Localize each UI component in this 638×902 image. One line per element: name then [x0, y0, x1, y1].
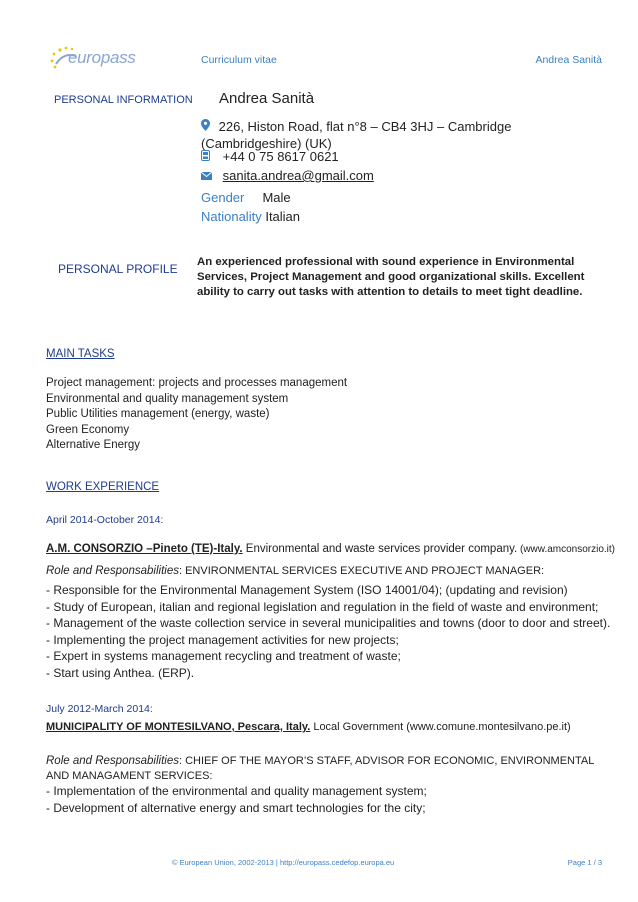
main-tasks-heading: MAIN TASKS	[46, 348, 115, 360]
gender-row	[201, 190, 291, 205]
email-row	[201, 168, 374, 183]
main-tasks-list	[46, 376, 347, 454]
nationality-label: Nationality	[201, 209, 262, 224]
phone-icon	[201, 150, 219, 164]
job-date: April 2014-October 2014:	[46, 514, 164, 526]
gender-value: Male	[262, 190, 291, 205]
list-item: - Expert in systems management recycling and treatment of waste;	[46, 649, 401, 663]
employer-desc: Local Government (www.comune.montesilvano.pe.it)	[310, 721, 571, 733]
address-text: 226, Histon Road, flat n°8 – CB4 3HJ – Cambridge (Cambridgeshire) (UK)	[201, 119, 512, 151]
role-label: Role and Responsabilities	[46, 565, 179, 577]
envelope-icon	[201, 171, 219, 183]
header-cv-label: Curriculum vitae	[201, 54, 277, 66]
nationality-row	[201, 209, 300, 224]
list-item: Green Economy	[46, 423, 130, 436]
address-line	[201, 118, 601, 152]
role-label: Role and Responsabilities	[46, 755, 179, 767]
nationality-value: Italian	[265, 209, 301, 224]
list-item: - Development of alternative energy and smart technologies for the city;	[46, 800, 426, 815]
work-experience-heading: WORK EXPERIENCE	[46, 481, 160, 493]
job-employer	[46, 543, 615, 555]
profile-text: An experienced professional with sound experience in Environmental Services, Project Management and good organizational skills. Excellent ability to carry out tasks with attention to details to meet tight deadline.	[197, 256, 585, 298]
job-role	[46, 754, 606, 784]
list-item: Project management: projects and processes management	[46, 377, 348, 389]
role-text: : ENVIRONMENTAL SERVICES EXECUTIVE AND PROJECT MANAGER:	[178, 565, 545, 577]
employer-desc: Environmental and waste services provider company.	[242, 543, 518, 555]
job-bullets	[46, 582, 616, 681]
phone-number: +44 0 75 8617 0621	[222, 149, 339, 164]
list-item: Environmental and quality management system	[46, 392, 289, 405]
job-date: July 2012-March 2014:	[46, 703, 153, 715]
role-text: : CHIEF OF THE MAYOR’S STAFF, ADVISOR FOR ECONOMIC, ENVIRONMENTAL AND MANAGAMENT SERVICES:	[46, 755, 594, 782]
list-item: - Study of European, italian and regional legislation and regulation in the field of waste and environment;	[46, 599, 599, 614]
email-link[interactable]: sanita.andrea@gmail.com	[222, 168, 374, 183]
list-item: - Implementation of the environmental and quality management system;	[46, 784, 427, 798]
location-pin-icon	[201, 118, 215, 135]
job-employer	[46, 721, 571, 733]
header-name: Andrea Sanità	[535, 54, 602, 66]
employer-name: A.M. CONSORZIO –Pineto (TE)-Italy.	[46, 543, 243, 555]
personal-profile-label: PERSONAL PROFILE	[58, 262, 178, 276]
list-item: - Management of the waste collection service in several municipalities and towns (door to door and street).	[46, 616, 611, 630]
logo-text: europass	[68, 48, 136, 67]
footer-copyright: © European Union, 2002-2013 | http://europass.cedefop.europa.eu	[172, 858, 395, 867]
list-item: Public Utilities management (energy, waste)	[46, 408, 270, 420]
gender-label: Gender	[201, 190, 245, 205]
employer-site: (www.amconsorzio.it)	[517, 544, 616, 555]
employer-name: MUNICIPALITY OF MONTESILVANO, Pescara, Italy.	[46, 721, 311, 733]
list-item: - Implementing the project management activities for new projects;	[46, 632, 399, 647]
full-name: Andrea Sanità	[219, 90, 315, 107]
list-item: - Start using Anthea. (ERP).	[46, 665, 195, 680]
job-role	[46, 564, 606, 579]
phone-row	[201, 149, 339, 164]
list-item: - Responsible for the Environmental Management System (ISO 14001/04); (updating and revision)	[46, 583, 568, 597]
job-bullets	[46, 783, 616, 816]
list-item: Alternative Energy	[46, 439, 140, 451]
page-number: Page 1 / 3	[567, 858, 602, 867]
personal-information-label: PERSONAL INFORMATION	[54, 94, 193, 106]
